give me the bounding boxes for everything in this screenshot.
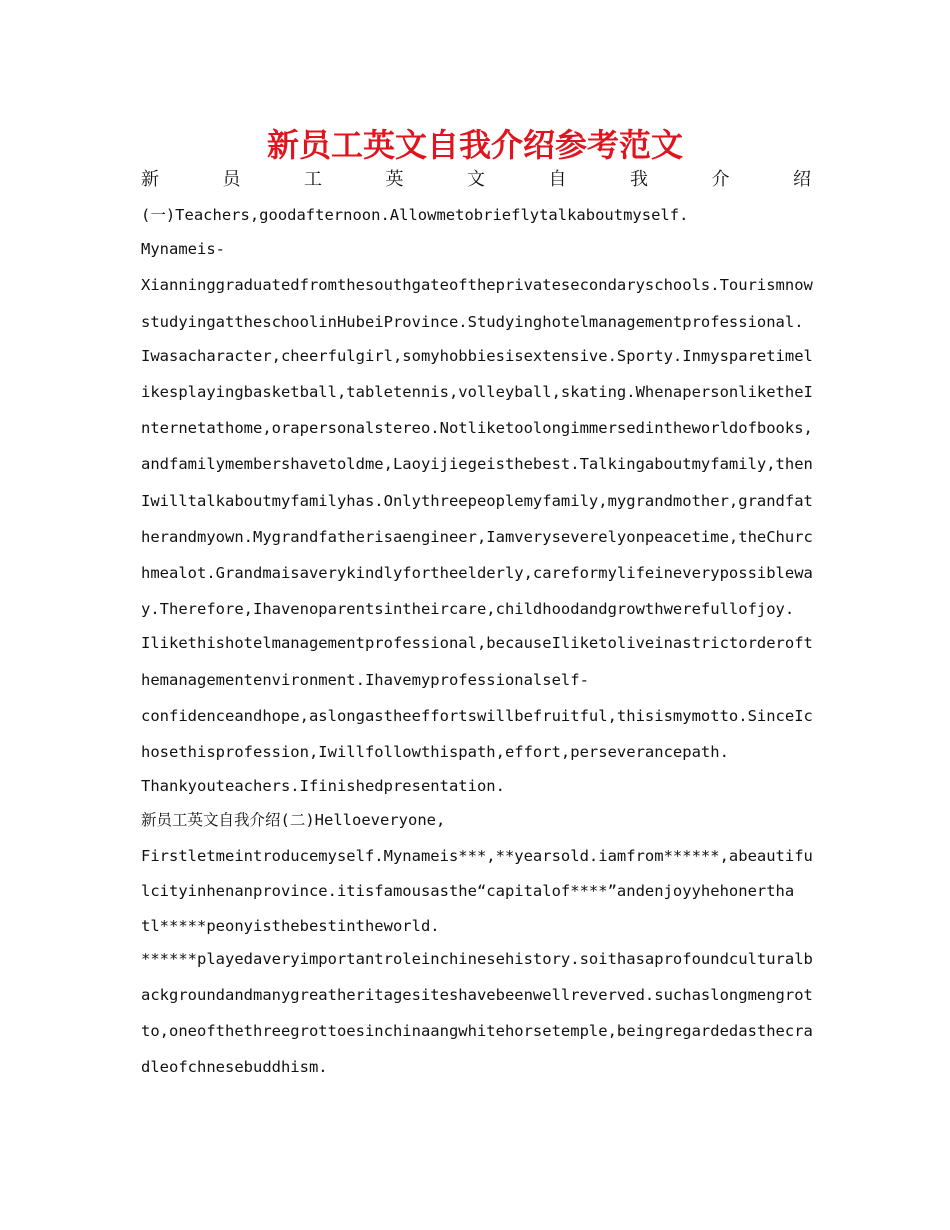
text-line: hosethisprofession,Iwillfollowthispath,effort,perseverancepath.: [141, 743, 729, 761]
text-line: Firstletmeintroducemyself.Mynameis***,**yearsold.iamfrom******,abeautifu: [141, 847, 813, 865]
heading-char: 新: [141, 169, 159, 190]
heading-char: 自: [548, 169, 567, 190]
section-heading-spread: [141, 168, 811, 192]
text-line: ackgroundandmanygreatheritagesiteshavebeenwellreverved.suchaslongmengrot: [141, 986, 813, 1004]
text-line: (一)Teachers,goodafternoon.Allowmetobrieflytalkaboutmyself.: [141, 206, 689, 224]
text-line: Thankyouteachers.Ifinishedpresentation.: [141, 777, 505, 795]
text-line: nternetathome,orapersonalstereo.Notliketoolongimmersedintheworldofbooks,: [141, 419, 813, 437]
document-title: 新员工英文自我介绍参考范文: [266, 126, 683, 164]
heading-char: 工: [304, 169, 322, 190]
heading-char: 我: [630, 169, 648, 190]
text-line: 新员工英文自我介绍(二)Helloeveryone,: [141, 811, 446, 829]
text-line: dleofchnesebuddhism.: [141, 1058, 328, 1076]
heading-char: 员: [222, 169, 241, 190]
heading-char: 绍: [793, 169, 811, 190]
text-line: studyingattheschoolinHubeiProvince.Studyinghotelmanagementprofessional.: [141, 313, 804, 331]
text-line: ikesplayingbasketball,tabletennis,volleyball,skating.WhenapersonliketheI: [141, 383, 813, 401]
text-line: Ilikethishotelmanagementprofessional,becauseIliketoliveinastrictorderoft: [141, 634, 813, 652]
heading-char: 介: [711, 169, 730, 190]
text-line: hmealot.Grandmaisaverykindlyfortheelderly,careformylifeineverypossiblewa: [141, 564, 813, 582]
text-line: to,oneofthethreegrottoesinchinaangwhitehorsetemple,beingregardedasthecra: [141, 1022, 813, 1040]
text-line: Mynameis-: [141, 240, 225, 258]
text-line: Xianninggraduatedfromthesouthgateoftheprivatesecondaryschools.Tourismnow: [141, 276, 813, 294]
heading-char: 文: [467, 169, 485, 190]
text-line: lcityinhenanprovince.itisfamousasthe“capitalof****”andenjoyyhehonertha: [141, 882, 795, 900]
text-line: herandmyown.Mygrandfatherisaengineer,Iamveryseverelyonpeacetime,theChurc: [141, 528, 813, 546]
text-line: andfamilymembershavetoldme,Laoyijiegeisthebest.Talkingaboutmyfamily,then: [141, 455, 813, 473]
text-line: y.Therefore,Ihavenoparentsintheircare,childhoodandgrowthwerefullofjoy.: [141, 600, 795, 618]
text-line: Iwilltalkaboutmyfamilyhas.Onlythreepeoplemyfamily,mygrandmother,grandfat: [141, 492, 813, 510]
text-line: confidenceandhope,aslongastheeffortswillbefruitful,thisismymotto.SinceIc: [141, 707, 813, 725]
text-line: hemanagementenvironment.Ihavemyprofessionalself-: [141, 671, 589, 689]
text-line: tl*****peonyisthebestintheworld.: [141, 917, 440, 935]
text-line: Iwasacharacter,cheerfulgirl,somyhobbiesisextensive.Sporty.Inmysparetimel: [141, 347, 813, 365]
text-line: ******playedaveryimportantroleinchinesehistory.soithasaprofoundculturalb: [141, 950, 813, 968]
heading-char: 英: [385, 169, 404, 190]
